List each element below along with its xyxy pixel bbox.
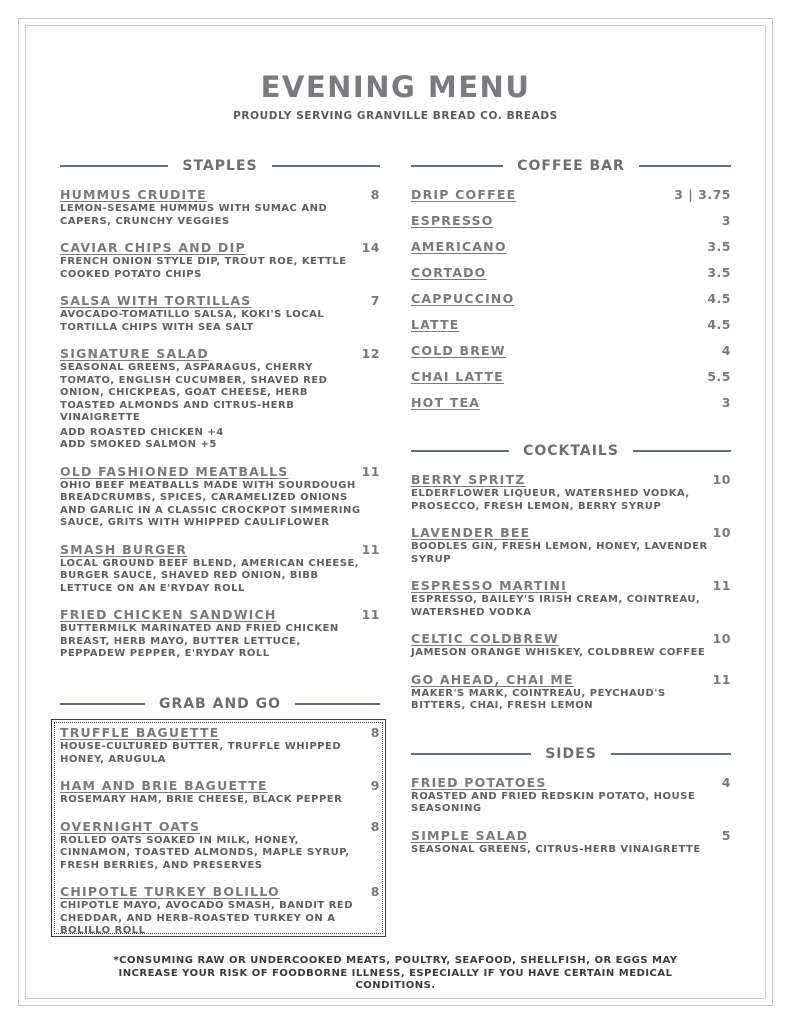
section-title-staples: STAPLES bbox=[182, 158, 258, 174]
grab-and-go-items bbox=[60, 725, 380, 950]
item-name: ESPRESSO MARTINI bbox=[411, 578, 567, 593]
item-name: FRIED CHICKEN SANDWICH bbox=[60, 607, 277, 622]
item-description: BOODLES GIN, FRESH LEMON, HONEY, LAVENDER SYRUP bbox=[411, 541, 708, 565]
section-title-sides: SIDES bbox=[545, 745, 597, 762]
item-name: CHIPOTLE TURKEY BOLILLO bbox=[60, 884, 280, 899]
item-price: 11 bbox=[712, 578, 731, 593]
item-name: BERRY SPRITZ bbox=[411, 472, 526, 487]
item-price: 3 bbox=[721, 213, 731, 228]
menu-item bbox=[411, 828, 731, 857]
coffee-item bbox=[411, 291, 731, 306]
page-subtitle: PROUDLY SERVING GRANVILLE BREAD CO. BREADS bbox=[233, 110, 558, 122]
menu-item bbox=[60, 725, 380, 766]
coffee-item bbox=[411, 343, 731, 358]
section-rule bbox=[295, 703, 380, 705]
item-price: 8 bbox=[370, 884, 380, 899]
menu-item bbox=[60, 240, 380, 281]
item-price: 11 bbox=[361, 463, 380, 479]
section-title-grab-and-go: GRAB AND GO bbox=[158, 696, 282, 712]
staples-header bbox=[60, 155, 380, 177]
item-name: TRUFFLE BAGUETTE bbox=[60, 725, 220, 740]
item-name: DRIP COFFEE bbox=[411, 187, 517, 202]
menu-item bbox=[60, 778, 380, 807]
page-title: EVENING MENU bbox=[260, 70, 531, 104]
item-name: LAVENDER BEE bbox=[411, 525, 531, 540]
item-price: 9 bbox=[370, 778, 380, 793]
menu-item bbox=[60, 884, 380, 938]
item-description: SEASONAL GREENS, ASPARAGUS, CHERRY TOMATO, ENGLISH CUCUMBER, SHAVED RED ONION, CHICKPEAS, GOAT CHEESE, HERB TOASTED ALMONDS AND CITRUS-HERB VINAIGRETTE bbox=[60, 362, 328, 423]
item-name: SMASH BURGER bbox=[60, 541, 188, 557]
item-addons bbox=[60, 427, 380, 452]
item-name: OVERNIGHT OATS bbox=[60, 818, 201, 834]
section-rule bbox=[272, 165, 380, 167]
menu-item bbox=[411, 631, 731, 660]
item-description: ELDERFLOWER LIQUEUR, WATERSHED VODKA, PROSECCO, FRESH LEMON, BERRY SYRUP bbox=[411, 488, 690, 512]
item-description: CHIPOTLE MAYO, AVOCADO SMASH, BANDIT RED CHEDDAR, AND HERB-ROASTED TURKEY ON A BOLILLO ROLL bbox=[60, 900, 354, 936]
menu-item bbox=[60, 819, 380, 873]
section-rule bbox=[633, 450, 731, 452]
item-price: 3 bbox=[721, 395, 731, 410]
item-name: CORTADO bbox=[411, 265, 487, 280]
menu-item bbox=[60, 346, 380, 452]
coffee-item bbox=[411, 369, 731, 384]
health-disclaimer: *CONSUMING RAW OR UNDERCOOKED MEATS, POULTRY, SEAFOOD, SHELLFISH, OR EGGS MAY INCREASE YOUR RISK OF FOODBORNE ILLNESS, ESPECIALLY IF YOU HAVE CERTAIN MEDICAL CONDITIONS. bbox=[113, 955, 678, 991]
item-name: SIMPLE SALAD bbox=[411, 827, 529, 843]
item-name: AMERICANO bbox=[411, 239, 507, 254]
item-description: MAKER'S MARK, COINTREAU, PEYCHAUD'S BITTERS, CHAI, FRESH LEMON bbox=[411, 687, 666, 711]
left-column bbox=[60, 155, 380, 673]
item-price: 3.5 bbox=[707, 265, 731, 280]
item-description: AVOCADO-TOMATILLO SALSA, KOKI'S LOCAL TORTILLA CHIPS WITH SEA SALT bbox=[60, 309, 325, 333]
item-name: ESPRESSO bbox=[411, 213, 494, 228]
item-name: HUMMUS CRUDITE bbox=[60, 187, 207, 202]
coffee-bar-header bbox=[411, 155, 731, 177]
right-column bbox=[411, 155, 731, 868]
item-description: ESPRESSO, BAILEY'S IRISH CREAM, COINTREAU, WATERSHED VODKA bbox=[411, 594, 701, 618]
addon-roasted-chicken: ADD ROASTED CHICKEN +4 bbox=[60, 426, 224, 438]
item-price: 8 bbox=[370, 187, 380, 202]
grab-and-go-header bbox=[60, 693, 380, 715]
coffee-item bbox=[411, 187, 731, 202]
menu-item bbox=[411, 775, 731, 816]
cocktails-header bbox=[411, 440, 731, 462]
item-description: ROSEMARY HAM, BRIE CHEESE, BLACK PEPPER bbox=[60, 794, 343, 805]
item-name: LATTE bbox=[411, 317, 460, 332]
item-name: FRIED POTATOES bbox=[411, 774, 547, 790]
menu-item bbox=[60, 293, 380, 334]
section-rule bbox=[411, 165, 503, 167]
coffee-item bbox=[411, 239, 731, 254]
item-price: 11 bbox=[712, 671, 731, 687]
item-price: 7 bbox=[370, 293, 380, 308]
item-description: ROLLED OATS SOAKED IN MILK, HONEY, CINNAMON, TOASTED ALMONDS, MAPLE SYRUP, FRESH BERRIES, AND PRESERVES bbox=[60, 834, 350, 871]
section-rule bbox=[60, 703, 145, 705]
menu-item bbox=[60, 607, 380, 661]
item-price: 3 | 3.75 bbox=[674, 187, 731, 202]
section-rule bbox=[411, 450, 509, 452]
section-rule bbox=[60, 165, 168, 167]
item-price: 11 bbox=[361, 541, 380, 557]
item-price: 4 bbox=[721, 774, 731, 790]
item-price: 10 bbox=[712, 525, 731, 540]
section-rule bbox=[611, 753, 731, 755]
item-name: CELTIC COLDBREW bbox=[411, 631, 559, 646]
item-name: SALSA WITH TORTILLAS bbox=[60, 293, 252, 308]
menu-item bbox=[60, 187, 380, 228]
section-title-coffee-bar: COFFEE BAR bbox=[517, 158, 625, 174]
item-price: 5 bbox=[721, 827, 731, 843]
item-description: JAMESON ORANGE WHISKEY, COLDBREW COFFEE bbox=[411, 647, 706, 658]
menu-item bbox=[60, 464, 380, 530]
item-description: FRENCH ONION STYLE DIP, TROUT ROE, KETTLE COOKED POTATO CHIPS bbox=[60, 256, 347, 280]
item-price: 4.5 bbox=[707, 317, 731, 332]
item-price: 12 bbox=[361, 346, 380, 361]
item-name: GO AHEAD, CHAI ME bbox=[411, 671, 574, 687]
item-price: 10 bbox=[712, 631, 731, 646]
menu-item bbox=[411, 525, 731, 566]
item-price: 14 bbox=[361, 240, 380, 255]
item-description: LEMON-SESAME HUMMUS WITH SUMAC AND CAPERS, CRUNCHY VEGGIES bbox=[60, 203, 328, 227]
addon-smoked-salmon: ADD SMOKED SALMON +5 bbox=[60, 439, 217, 450]
item-name: SIGNATURE SALAD bbox=[60, 346, 209, 361]
item-price: 10 bbox=[712, 472, 731, 487]
item-description: ROASTED AND FRIED REDSKIN POTATO, HOUSE SEASONING bbox=[411, 790, 696, 814]
coffee-item bbox=[411, 213, 731, 228]
section-rule bbox=[639, 165, 731, 167]
sides-header bbox=[411, 743, 731, 765]
item-price: 8 bbox=[370, 818, 380, 834]
item-price: 5.5 bbox=[707, 369, 731, 384]
item-name: CAPPUCCINO bbox=[411, 291, 515, 306]
section-title-cocktails: COCKTAILS bbox=[523, 443, 619, 459]
menu-item bbox=[411, 672, 731, 713]
menu-item bbox=[411, 578, 731, 619]
item-price: 4.5 bbox=[707, 291, 731, 306]
menu-item bbox=[411, 472, 731, 513]
item-name: CHAI LATTE bbox=[411, 369, 504, 384]
item-name: HAM AND BRIE BAGUETTE bbox=[60, 778, 268, 793]
item-name: OLD FASHIONED MEATBALLS bbox=[60, 463, 289, 479]
item-description: BUTTERMILK MARINATED AND FRIED CHICKEN BREAST, HERB MAYO, BUTTER LETTUCE, PEPPADEW PEPPER, E'RYDAY ROLL bbox=[60, 623, 339, 659]
item-name: HOT TEA bbox=[411, 395, 481, 410]
section-rule bbox=[411, 753, 531, 755]
item-description: HOUSE-CULTURED BUTTER, TRUFFLE WHIPPED HONEY, ARUGULA bbox=[60, 741, 342, 765]
item-price: 4 bbox=[721, 343, 731, 358]
coffee-item bbox=[411, 265, 731, 280]
item-price: 8 bbox=[370, 725, 380, 740]
item-description: LOCAL GROUND BEEF BLEND, AMERICAN CHEESE, BURGER SAUCE, SHAVED RED ONION, BIBB LETTUCE ON AN E'RYDAY ROLL bbox=[60, 557, 360, 594]
item-price: 3.5 bbox=[707, 239, 731, 254]
coffee-item bbox=[411, 395, 731, 410]
coffee-item bbox=[411, 317, 731, 332]
item-price: 11 bbox=[361, 607, 380, 622]
item-name: COLD BREW bbox=[411, 343, 506, 358]
menu-item bbox=[60, 542, 380, 596]
item-description: OHIO BEEF MEATBALLS MADE WITH SOURDOUGH BREADCRUMBS, SPICES, CARAMELIZED ONIONS AND GARLIC IN A CLASSIC CROCKPOT SIMMERING SAUCE, GRITS WITH WHIPPED CAULIFLOWER bbox=[60, 479, 361, 528]
item-name: CAVIAR CHIPS AND DIP bbox=[60, 240, 246, 255]
item-description: SEASONAL GREENS, CITRUS-HERB VINAIGRETTE bbox=[411, 843, 701, 855]
